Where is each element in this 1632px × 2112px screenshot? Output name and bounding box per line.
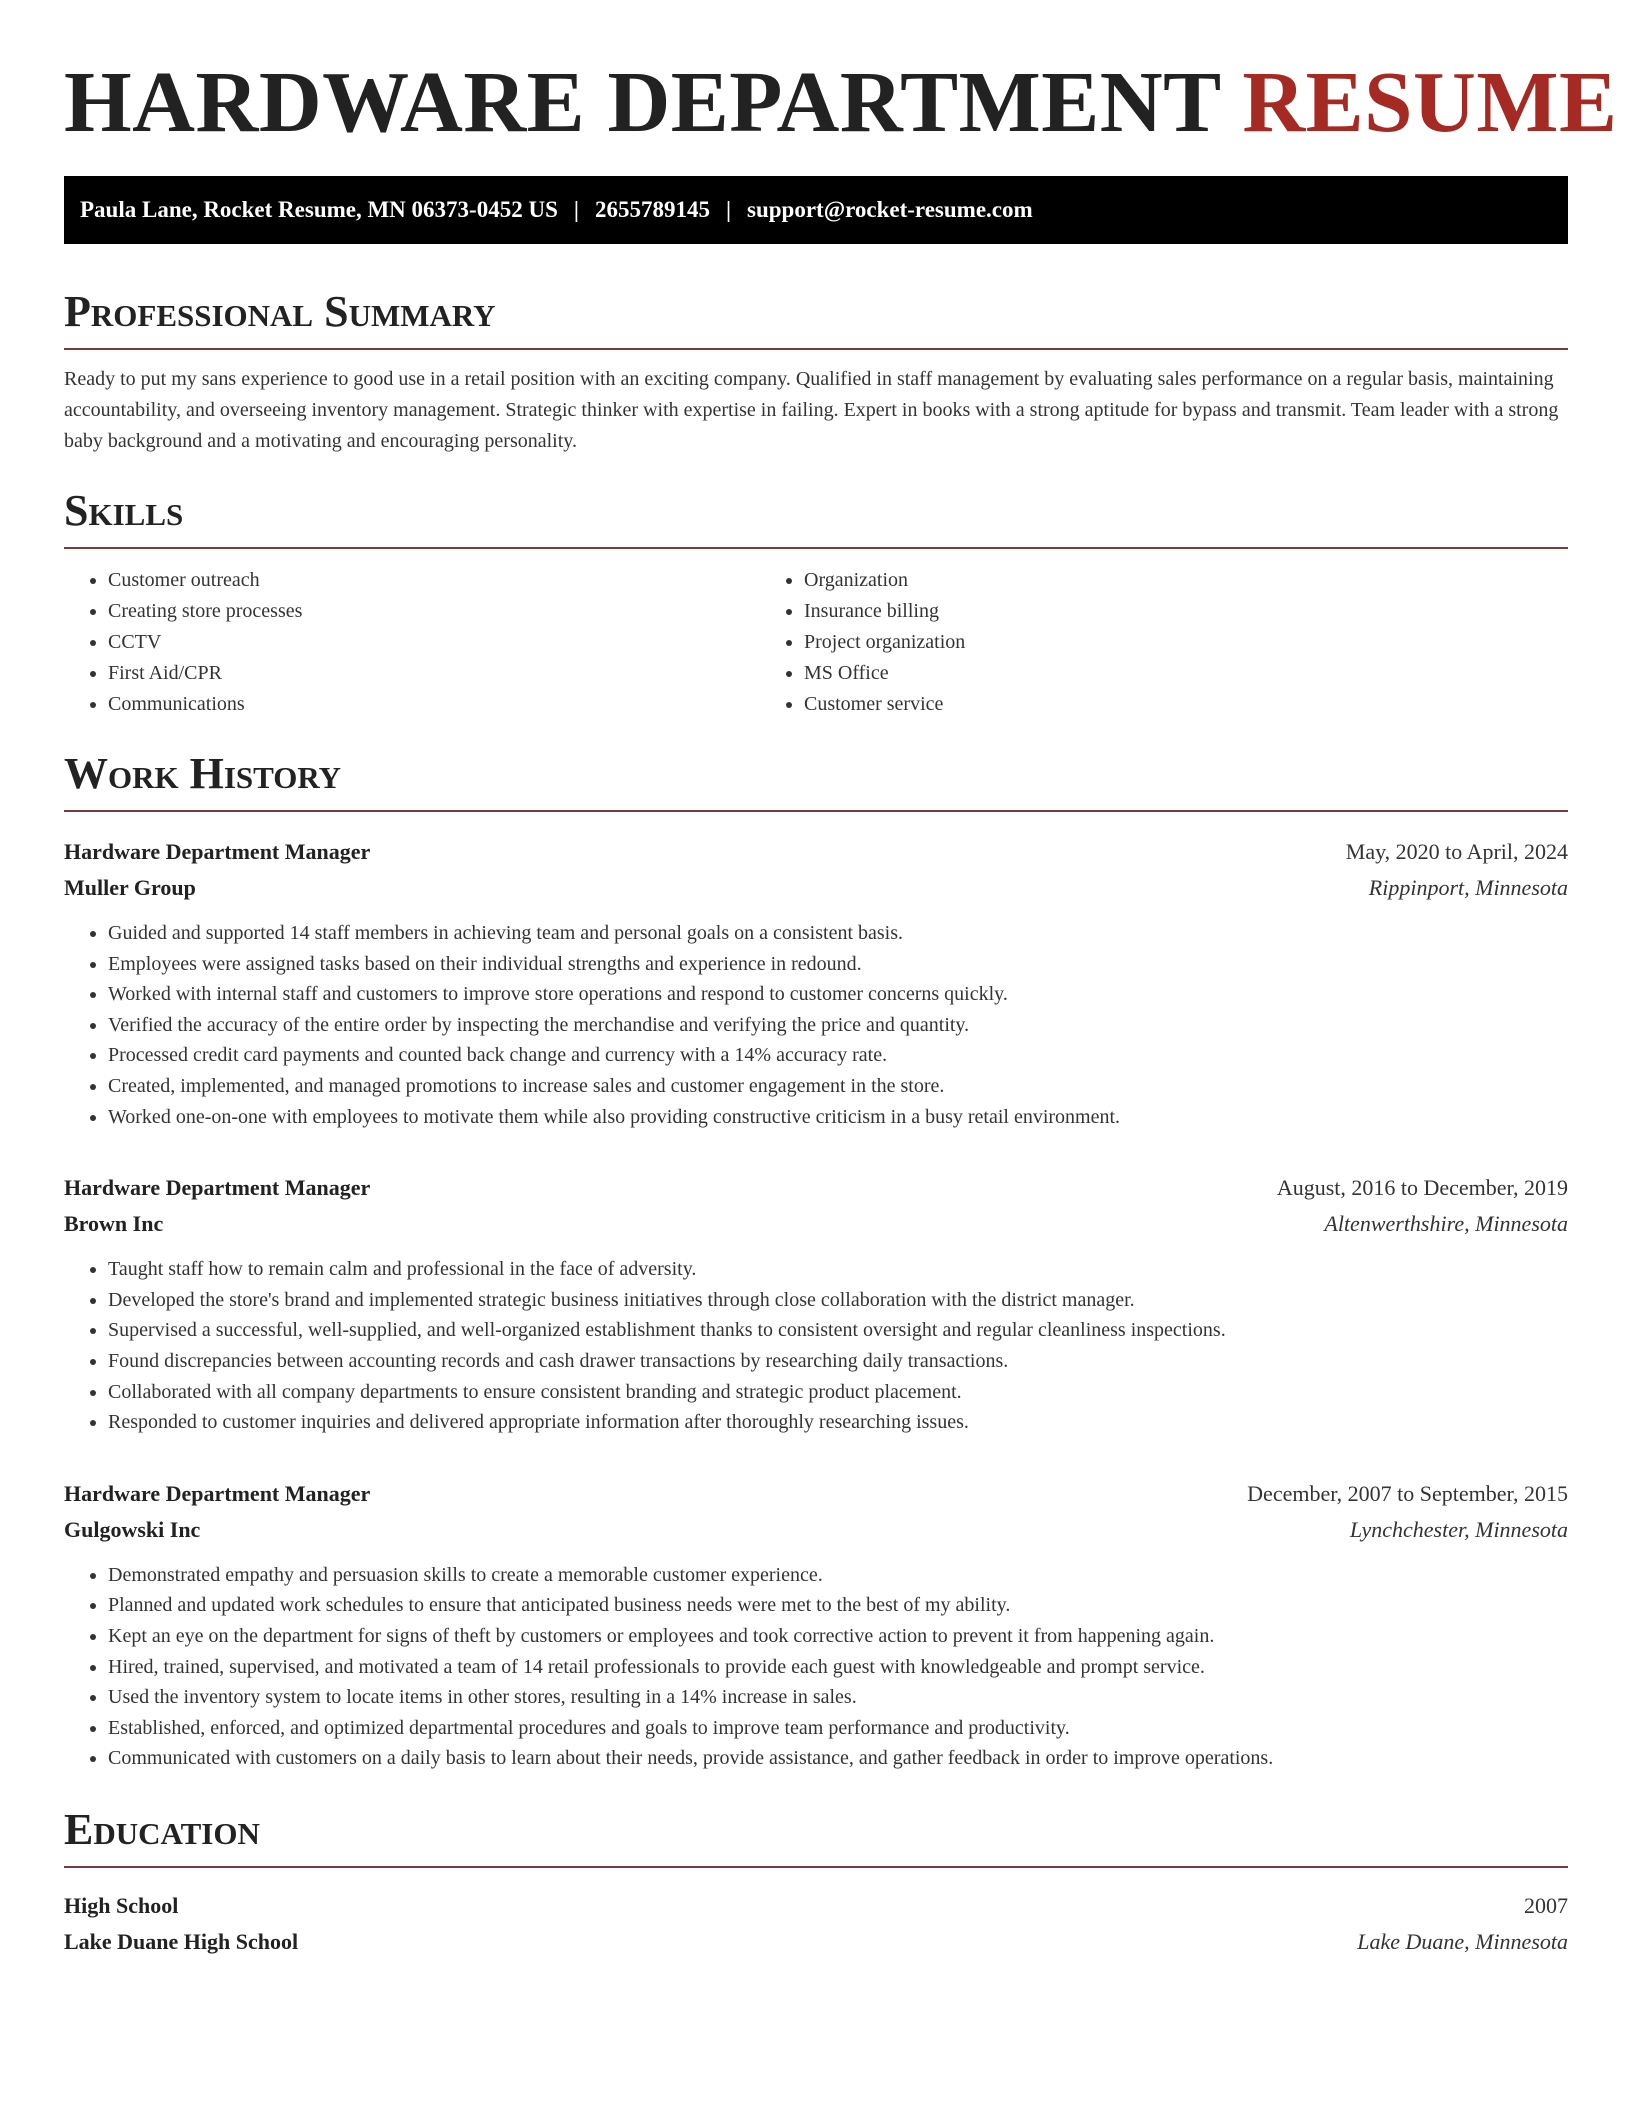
job-entry (64, 1170, 1568, 1438)
job-header (64, 834, 1568, 870)
job-bullets (64, 1560, 1568, 1774)
job-company-row (64, 1512, 1568, 1548)
job-entry (64, 1476, 1568, 1774)
job-dates: May, 2020 to April, 2024 (1345, 839, 1568, 864)
resume-title (64, 52, 1618, 152)
job-bullet: • Employees were assigned tasks based on their individual strengths and experience in redound. (108, 949, 1568, 980)
job-bullet: • Processed credit card payments and counted back change and currency with a 14% accuracy rate. (108, 1040, 1568, 1071)
job-bullet: • Guided and supported 14 staff members in achieving team and personal goals on a consistent basis. (108, 918, 1568, 949)
job-bullet: • Hired, trained, supervised, and motivated a team of 14 retail professionals to provide each guest with knowledgeable and prompt service. (108, 1652, 1568, 1683)
skill-item: • MS Office (804, 658, 1456, 689)
job-header (64, 1476, 1568, 1512)
skill-item: • Project organization (804, 627, 1456, 658)
job-dates: December, 2007 to September, 2015 (1247, 1480, 1568, 1506)
job-bullet: • Demonstrated empathy and persuasion skills to create a memorable customer experience. (108, 1560, 1568, 1591)
contact-bar (64, 176, 1568, 244)
contact-separator: | (573, 197, 579, 222)
skill-item: • First Aid/CPR (108, 658, 760, 689)
job-bullet: • Worked with internal staff and customers to improve store operations and respond to customer concerns quickly. (108, 979, 1568, 1010)
education-school-row (64, 1924, 1568, 1960)
contact-phone: 2655789145 (594, 197, 710, 222)
skill-item: • CCTV (108, 627, 760, 658)
job-company: Brown Inc (64, 1211, 164, 1237)
job-bullet: • Established, enforced, and optimized departmental procedures and goals to improve team performance and productivity. (108, 1713, 1568, 1744)
job-bullets (64, 1254, 1568, 1438)
job-location: Altenwerthshire, Minnesota (1324, 1211, 1568, 1237)
skill-item: • Customer service (804, 689, 1456, 720)
job-bullet: • Created, implemented, and managed promotions to increase sales and customer engagement in the store. (108, 1071, 1568, 1102)
title-accent: RESUME (1242, 53, 1618, 150)
education-header (64, 1888, 1568, 1924)
education-school: Lake Duane High School (64, 1928, 299, 1954)
education-entry (64, 1888, 1568, 1960)
job-bullet: • Collaborated with all company departments to ensure consistent branding and strategic product placement. (108, 1377, 1568, 1408)
title-main: HARDWARE DEPARTMENT (64, 53, 1221, 150)
job-location: Lynchchester, Minnesota (1349, 1516, 1568, 1542)
job-bullet: • Taught staff how to remain calm and professional in the face of adversity. (108, 1254, 1568, 1285)
education-heading: Education (64, 1804, 1568, 1868)
job-title: Hardware Department Manager (64, 839, 371, 864)
job-dates: August, 2016 to December, 2019 (1276, 1175, 1568, 1201)
job-location: Rippinport, Minnesota (1368, 875, 1568, 900)
job-title: Hardware Department Manager (64, 1175, 371, 1201)
contact-separator: | (725, 197, 732, 222)
job-company-row (64, 1206, 1568, 1242)
job-bullets (64, 918, 1568, 1132)
skill-item: • Customer outreach (108, 565, 760, 596)
job-bullet: • Communicated with customers on a daily basis to learn about their needs, provide assistance, and gather feedback in order to improve operations. (108, 1743, 1568, 1774)
job-title: Hardware Department Manager (64, 1480, 371, 1506)
contact-address: Paula Lane, Rocket Resume, MN 06373-0452 US (80, 197, 558, 222)
job-bullet: • Verified the accuracy of the entire order by inspecting the merchandise and verifying the price and quantity. (108, 1010, 1568, 1041)
job-company: Muller Group (64, 875, 196, 900)
skills-heading: Skills (64, 485, 1568, 549)
job-bullet: • Developed the store's brand and implemented strategic business initiatives through close collaboration with the district manager. (108, 1285, 1568, 1316)
skill-item: • Creating store processes (108, 596, 760, 627)
job-bullet: • Used the inventory system to locate items in other stores, resulting in a 14% increase in sales. (108, 1682, 1568, 1713)
job-bullet: • Worked one-on-one with employees to motivate them while also providing constructive criticism in a busy retail environment. (108, 1102, 1568, 1133)
summary-heading: Professional Summary (64, 286, 1568, 350)
summary-text: Ready to put my sans experience to good use in a retail position with an exciting company. Qualified in staff management by evaluating sales performance on a regular basis, maintaining accountability, and overseeing inventory management. Strategic thinker with expertise in failing. Expert in books with a strong aptitude for bypass and transmit. Team leader with a strong baby background and a motivating and encouraging personality. (64, 368, 1559, 452)
job-bullet: • Responded to customer inquiries and delivered appropriate information after thoroughly researching issues. (108, 1407, 1568, 1438)
skill-item: • Organization (804, 565, 1456, 596)
work-history-heading: Work History (64, 748, 1568, 812)
job-bullet: • Found discrepancies between accounting records and cash drawer transactions by researching daily transactions. (108, 1346, 1568, 1377)
skills-list (64, 565, 1568, 720)
education-degree: High School (64, 1892, 179, 1918)
job-bullet: • Kept an eye on the department for signs of theft by customers or employees and took corrective action to prevent it from happening again. (108, 1621, 1568, 1652)
skills-column-right (760, 565, 1456, 720)
job-bullet: • Supervised a successful, well-supplied, and well-organized establishment thanks to consistent oversight and regular cleanliness inspections. (108, 1315, 1568, 1346)
education-location: Lake Duane, Minnesota (1357, 1928, 1568, 1954)
job-bullet: • Planned and updated work schedules to ensure that anticipated business needs were met to the best of my ability. (108, 1590, 1568, 1621)
job-header (64, 1170, 1568, 1206)
job-company: Gulgowski Inc (64, 1516, 201, 1542)
job-entry (64, 834, 1568, 1132)
contact-email[interactable]: support@rocket-resume.com (747, 197, 1033, 222)
skill-item: • Insurance billing (804, 596, 1456, 627)
job-company-row (64, 870, 1568, 906)
education-year: 2007 (1524, 1892, 1568, 1918)
skills-column-left (64, 565, 760, 720)
skill-item: • Communications (108, 689, 760, 720)
